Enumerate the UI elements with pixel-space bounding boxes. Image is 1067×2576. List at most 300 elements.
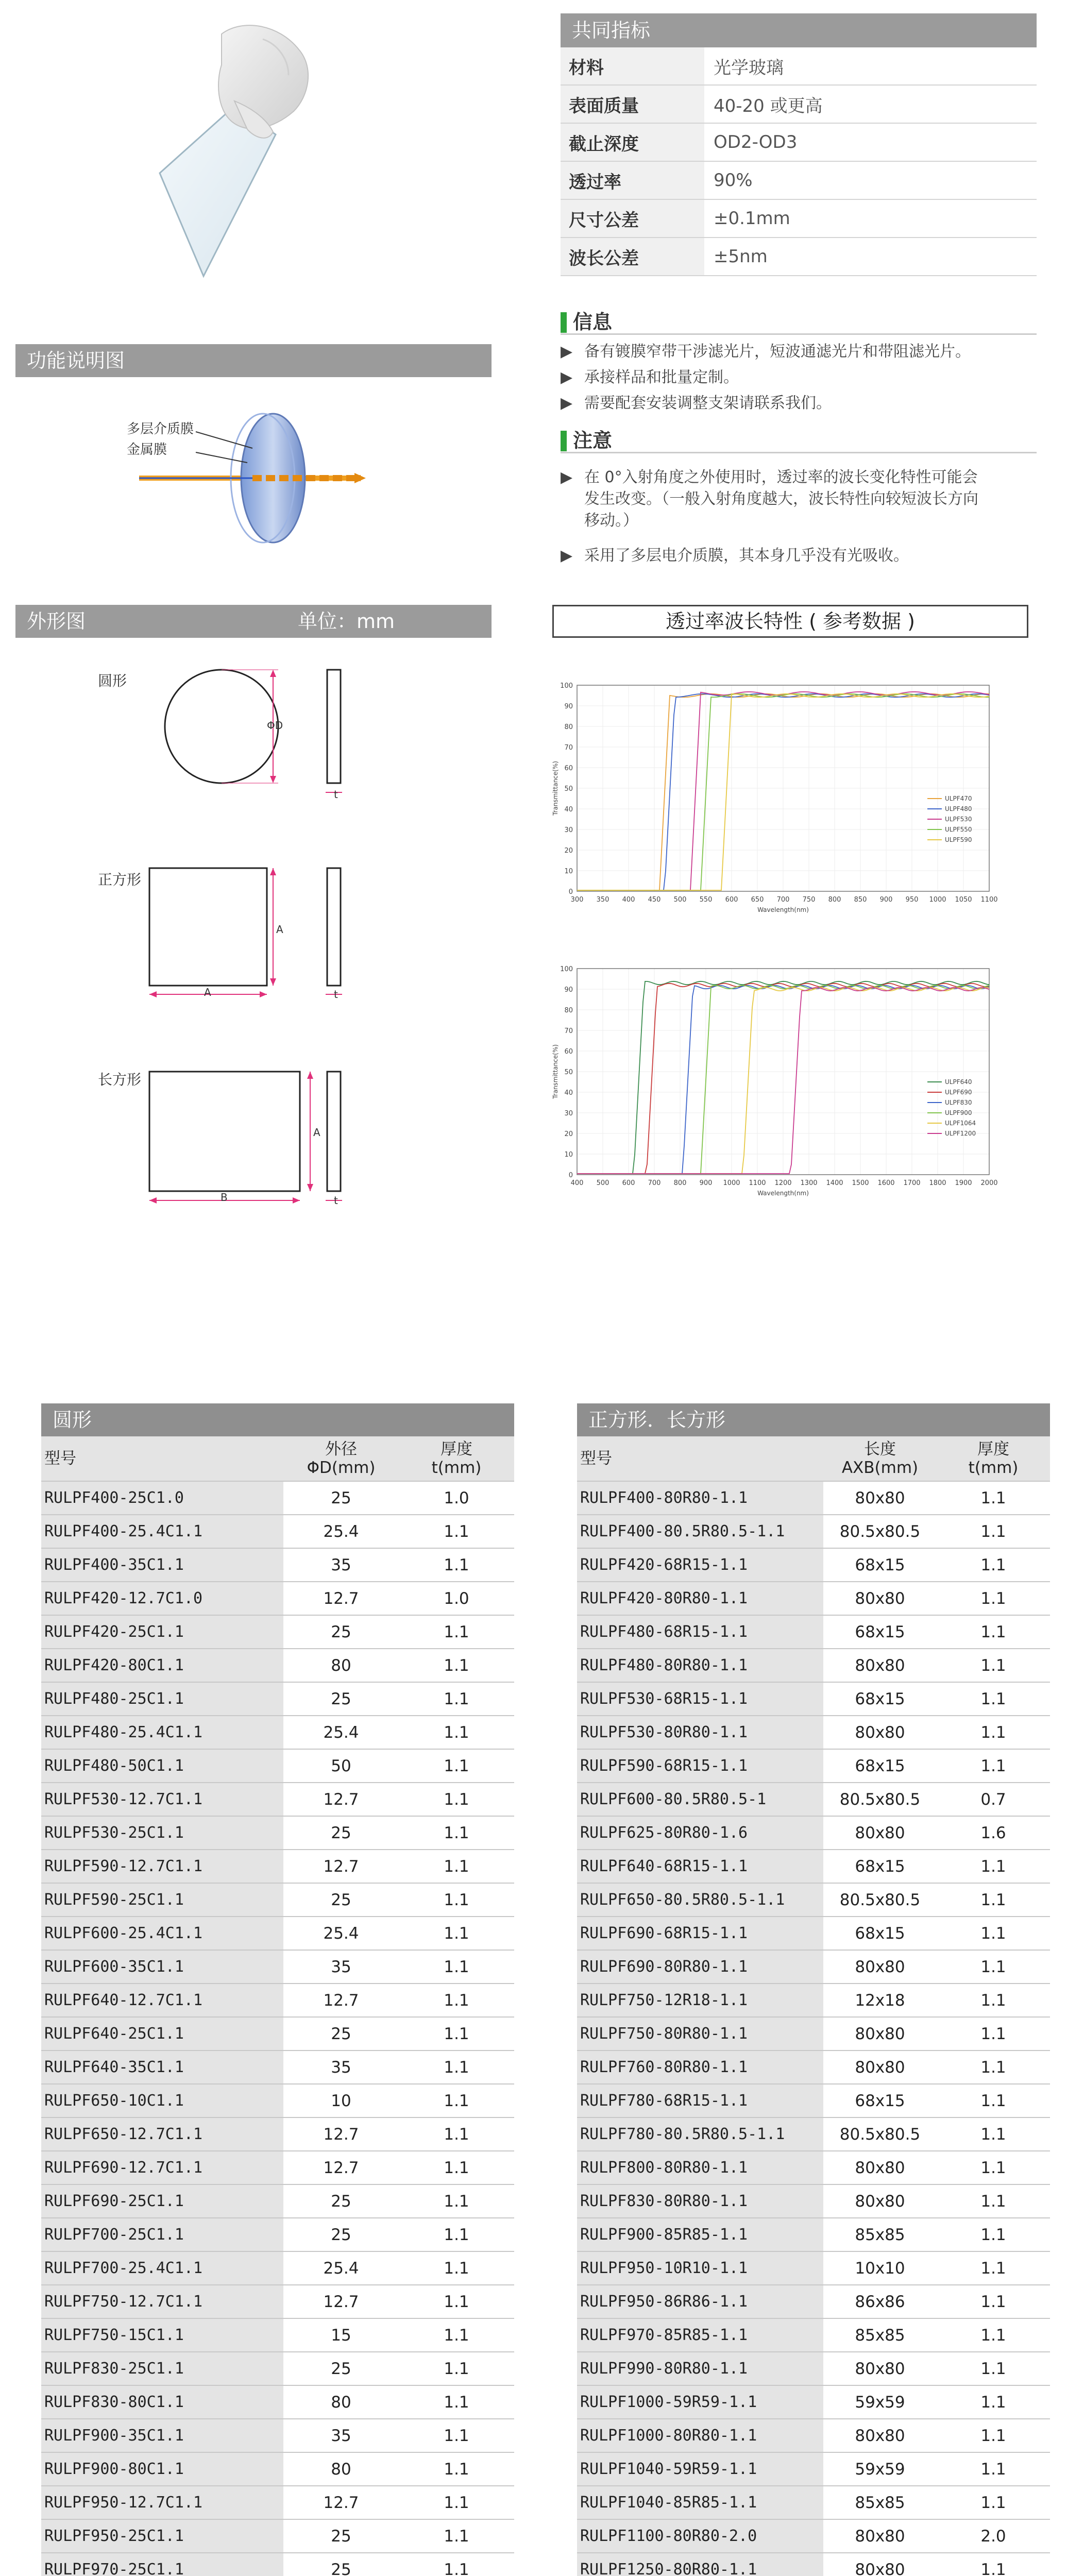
model-cell: RULPF400-80R80-1.1 (577, 1481, 823, 1515)
column-header: 厚度 t(mm) (399, 1436, 514, 1481)
table-row (577, 2050, 1050, 2084)
table-row (41, 2285, 514, 2318)
model-cell: RULPF480-68R15-1.1 (577, 1615, 823, 1649)
y-tick-label: 80 (564, 1007, 573, 1014)
x-tick-label: 1050 (955, 896, 972, 904)
y-tick-label: 30 (564, 1110, 573, 1117)
table-row (41, 1783, 514, 1816)
thickness-cell: 1.1 (937, 1649, 1050, 1682)
size-cell: 80x80 (823, 1649, 937, 1682)
x-tick-label: 450 (648, 896, 661, 904)
size-cell: 12.7 (283, 1582, 399, 1615)
x-tick-label: 1500 (852, 1179, 869, 1187)
model-cell: RULPF800-80R80-1.1 (577, 2151, 823, 2184)
size-cell: 68x15 (823, 1850, 937, 1883)
y-tick-label: 100 (560, 682, 573, 690)
y-tick-label: 70 (564, 744, 573, 752)
size-cell: 25 (283, 2017, 399, 2050)
model-cell: RULPF420-80C1.1 (41, 1649, 283, 1682)
common-specs-title: 共同指标 (561, 13, 1037, 47)
spec-value: ±0.1mm (704, 199, 1037, 238)
model-cell: RULPF900-35C1.1 (41, 2419, 283, 2452)
table-row (577, 1850, 1050, 1883)
thickness-cell: 1.1 (937, 1917, 1050, 1950)
model-cell: RULPF950-25C1.1 (41, 2519, 283, 2553)
column-header: 长度 AXB(mm) (823, 1436, 937, 1481)
model-cell: RULPF420-80R80-1.1 (577, 1582, 823, 1615)
info-header (561, 309, 1037, 335)
table-row (577, 1716, 1050, 1749)
model-cell: RULPF420-12.7C1.0 (41, 1582, 283, 1615)
green-marker (561, 312, 567, 333)
table-row (577, 2251, 1050, 2285)
table-row (41, 2151, 514, 2184)
size-cell: 25 (283, 2184, 399, 2218)
dim-a2: A (204, 986, 211, 998)
size-cell: 80x80 (823, 1582, 937, 1615)
spec-value: 90% (704, 161, 1037, 199)
table-row (577, 1984, 1050, 2017)
thickness-cell: 1.1 (937, 1682, 1050, 1716)
table-row (41, 2519, 514, 2553)
label-metal: 金属膜 (127, 442, 167, 457)
table-row (41, 1883, 514, 1917)
model-cell: RULPF970-85R85-1.1 (577, 2318, 823, 2352)
thickness-cell: 1.1 (399, 1682, 514, 1716)
outline-title: 外形图 (27, 610, 86, 633)
column-header: 外径 ΦD(mm) (283, 1436, 399, 1481)
size-cell: 12.7 (283, 2486, 399, 2519)
size-cell: 68x15 (823, 1682, 937, 1716)
y-tick-label: 100 (560, 965, 573, 973)
model-cell: RULPF1000-59R59-1.1 (577, 2385, 823, 2419)
thickness-cell: 1.1 (937, 1615, 1050, 1649)
size-cell: 12.7 (283, 1984, 399, 2017)
model-cell: RULPF830-80C1.1 (41, 2385, 283, 2419)
model-cell: RULPF590-12.7C1.1 (41, 1850, 283, 1883)
size-cell: 80x80 (823, 1716, 937, 1749)
thickness-cell: 1.1 (399, 2519, 514, 2553)
size-cell: 35 (283, 1950, 399, 1984)
table-row (41, 1816, 514, 1850)
spec-value: 光学玻璃 (704, 47, 1037, 85)
size-cell: 12.7 (283, 2285, 399, 2318)
legend-label: ULPF590 (945, 836, 972, 843)
x-tick-label: 1600 (877, 1179, 895, 1187)
spec-row (561, 199, 1037, 238)
table-row (41, 2017, 514, 2050)
size-cell: 59x59 (823, 2385, 937, 2419)
size-cell: 68x15 (823, 1548, 937, 1582)
size-cell: 25 (283, 2519, 399, 2553)
table-header-row (41, 1436, 514, 1481)
size-cell: 35 (283, 2419, 399, 2452)
size-cell: 80x80 (823, 2553, 937, 2576)
note-header (561, 428, 1037, 453)
model-cell: RULPF530-12.7C1.1 (41, 1783, 283, 1816)
x-tick-label: 1700 (903, 1179, 921, 1187)
note-title: 注意 (573, 429, 613, 452)
table-row (41, 2251, 514, 2285)
thickness-cell: 1.1 (399, 2251, 514, 2285)
model-cell: RULPF1040-59R59-1.1 (577, 2452, 823, 2486)
thickness-cell: 1.1 (399, 1515, 514, 1548)
note-item: ▶ 在 0°入射角度之外使用时，透过率的波长变化特性可能会 发生改变。（一般入射角度越大，波长特性向较短波长方向 移动。） (561, 467, 1037, 532)
table-row (577, 1481, 1050, 1515)
y-tick-label: 10 (564, 868, 573, 875)
product-photo (144, 19, 392, 286)
size-cell: 25 (283, 1883, 399, 1917)
outline-drawings (124, 665, 361, 1206)
model-cell: RULPF650-80.5R80.5-1.1 (577, 1883, 823, 1917)
size-cell: 68x15 (823, 1615, 937, 1649)
thickness-cell: 1.1 (399, 1850, 514, 1883)
model-cell: RULPF990-80R80-1.1 (577, 2352, 823, 2385)
round-product-table (41, 1436, 514, 2576)
table-row (41, 1984, 514, 2017)
thickness-cell: 1.1 (937, 1515, 1050, 1548)
x-tick-label: 1200 (774, 1179, 792, 1187)
table-row (41, 2553, 514, 2576)
x-tick-label: 950 (905, 896, 919, 904)
y-tick-label: 20 (564, 1130, 573, 1138)
model-cell: RULPF420-25C1.1 (41, 1615, 283, 1649)
thickness-cell: 1.1 (399, 1917, 514, 1950)
thickness-cell: 1.1 (937, 1950, 1050, 1984)
table-row (41, 2050, 514, 2084)
thickness-cell: 1.1 (399, 2184, 514, 2218)
dim-a: A (276, 923, 283, 936)
legend-label: ULPF1200 (945, 1130, 976, 1137)
thickness-cell: 1.1 (399, 2285, 514, 2318)
model-cell: RULPF420-68R15-1.1 (577, 1548, 823, 1582)
round-table-title: 圆形 (41, 1403, 514, 1436)
thickness-cell: 1.1 (399, 2218, 514, 2251)
size-cell: 85x85 (823, 2318, 937, 2352)
size-cell: 35 (283, 2050, 399, 2084)
table-row (41, 2084, 514, 2117)
model-cell: RULPF830-25C1.1 (41, 2352, 283, 2385)
triangle-bullet-icon: ▶ (561, 343, 573, 361)
x-tick-label: 800 (673, 1179, 687, 1187)
size-cell: 80x80 (823, 2050, 937, 2084)
table-row (577, 2519, 1050, 2553)
info-item: ▶ 需要配套安装调整支架请联系我们。 (561, 393, 1037, 414)
thickness-cell: 1.1 (937, 1481, 1050, 1515)
function-diagram-title: 功能说明图 (15, 344, 492, 377)
x-tick-label: 500 (596, 1179, 609, 1187)
thickness-cell: 1.1 (937, 1582, 1050, 1615)
thickness-cell: 2.0 (937, 2519, 1050, 2553)
size-cell: 25 (283, 2352, 399, 2385)
thickness-cell: 1.1 (937, 1883, 1050, 1917)
thickness-cell: 1.1 (399, 1615, 514, 1649)
table-row (577, 2151, 1050, 2184)
y-tick-label: 60 (564, 765, 573, 772)
model-cell: RULPF750-80R80-1.1 (577, 2017, 823, 2050)
x-tick-label: 900 (699, 1179, 713, 1187)
spec-key: 波长公差 (561, 238, 704, 276)
table-row (577, 2419, 1050, 2452)
spec-key: 材料 (561, 47, 704, 85)
size-cell: 25 (283, 1481, 399, 1515)
table-row (577, 1950, 1050, 1984)
thickness-cell: 1.1 (399, 2385, 514, 2419)
x-axis-label: Wavelength(nm) (757, 1190, 809, 1197)
size-cell: 59x59 (823, 2452, 937, 2486)
model-cell: RULPF650-10C1.1 (41, 2084, 283, 2117)
y-axis-label: Transmittance(%) (552, 761, 559, 816)
thickness-cell: 1.1 (937, 2151, 1050, 2184)
table-row (577, 2218, 1050, 2251)
thickness-cell: 1.1 (937, 1984, 1050, 2017)
x-tick-label: 1100 (749, 1179, 766, 1187)
label-square: 正方形 (98, 871, 142, 888)
thickness-cell: 1.1 (937, 2352, 1050, 2385)
table-row (41, 2117, 514, 2151)
model-cell: RULPF600-25.4C1.1 (41, 1917, 283, 1950)
table-row (41, 1649, 514, 1682)
triangle-bullet-icon: ▶ (561, 394, 573, 412)
thickness-cell: 1.1 (937, 2017, 1050, 2050)
legend-label: ULPF470 (945, 795, 972, 802)
table-row (577, 1582, 1050, 1615)
thickness-cell: 1.1 (399, 2318, 514, 2352)
note-item: ▶ 采用了多层电介质膜，其本身几乎没有光吸收。 (561, 545, 1037, 567)
table-row (577, 1783, 1050, 1816)
table-row (41, 2318, 514, 2352)
thickness-cell: 1.1 (399, 2419, 514, 2452)
table-row (41, 2184, 514, 2218)
spec-key: 截止深度 (561, 123, 704, 161)
legend-label: ULPF640 (945, 1078, 972, 1086)
legend-label: ULPF830 (945, 1099, 972, 1106)
size-cell: 25 (283, 2218, 399, 2251)
x-tick-label: 700 (648, 1179, 661, 1187)
dim-b: B (221, 1191, 228, 1204)
y-tick-label: 80 (564, 723, 573, 731)
table-row (577, 1649, 1050, 1682)
table-row (577, 2486, 1050, 2519)
thickness-cell: 1.1 (399, 1749, 514, 1783)
info-title: 信息 (573, 311, 613, 333)
table-row (577, 1615, 1050, 1649)
size-cell: 25 (283, 1615, 399, 1649)
table-row (41, 1716, 514, 1749)
triangle-bullet-icon: ▶ (561, 468, 573, 486)
size-cell: 68x15 (823, 1917, 937, 1950)
size-cell: 25.4 (283, 1716, 399, 1749)
model-cell: RULPF690-80R80-1.1 (577, 1950, 823, 1984)
thickness-cell: 1.1 (399, 2452, 514, 2486)
model-cell: RULPF950-10R10-1.1 (577, 2251, 823, 2285)
size-cell: 12.7 (283, 1850, 399, 1883)
size-cell: 80 (283, 1649, 399, 1682)
model-cell: RULPF480-25C1.1 (41, 1682, 283, 1716)
dim-t: t (334, 788, 338, 801)
spec-row (561, 123, 1037, 161)
model-cell: RULPF480-80R80-1.1 (577, 1649, 823, 1682)
thickness-cell: 1.1 (399, 1816, 514, 1850)
legend-label: ULPF900 (945, 1109, 972, 1116)
spec-value: 40-20 或更高 (704, 85, 1037, 123)
x-tick-label: 400 (622, 896, 635, 904)
table-row (41, 1615, 514, 1649)
size-cell: 25.4 (283, 1515, 399, 1548)
table-row (577, 1883, 1050, 1917)
size-cell: 85x85 (823, 2486, 937, 2519)
thickness-cell: 1.1 (937, 2385, 1050, 2419)
table-row (577, 1548, 1050, 1582)
model-cell: RULPF530-25C1.1 (41, 1816, 283, 1850)
model-cell: RULPF625-80R80-1.6 (577, 1816, 823, 1850)
label-rect: 长方形 (98, 1071, 142, 1088)
thickness-cell: 1.1 (399, 1783, 514, 1816)
table-row (577, 2285, 1050, 2318)
table-row (577, 2084, 1050, 2117)
x-tick-label: 1300 (800, 1179, 818, 1187)
table-row (41, 1481, 514, 1515)
thickness-cell: 0.7 (937, 1783, 1050, 1816)
table-row (41, 1682, 514, 1716)
size-cell: 80x80 (823, 1816, 937, 1850)
model-cell: RULPF780-68R15-1.1 (577, 2084, 823, 2117)
model-cell: RULPF950-86R86-1.1 (577, 2285, 823, 2318)
model-cell: RULPF900-85R85-1.1 (577, 2218, 823, 2251)
size-cell: 80 (283, 2385, 399, 2419)
size-cell: 85x85 (823, 2218, 937, 2251)
info-item: ▶ 备有镀膜窄带干涉滤光片，短波通滤光片和带阻滤光片。 (561, 341, 1037, 363)
thickness-cell: 1.1 (937, 2218, 1050, 2251)
size-cell: 80.5x80.5 (823, 1783, 937, 1816)
x-tick-label: 400 (570, 1179, 584, 1187)
x-tick-label: 2000 (980, 1179, 998, 1187)
table-row (577, 2184, 1050, 2218)
y-tick-label: 50 (564, 785, 573, 793)
square-product-table (577, 1436, 1050, 2576)
thickness-cell: 1.1 (937, 2419, 1050, 2452)
x-tick-label: 1900 (955, 1179, 972, 1187)
size-cell: 10x10 (823, 2251, 937, 2285)
square-table-title: 正方形．长方形 (577, 1403, 1050, 1436)
spec-key: 表面质量 (561, 85, 704, 123)
thickness-cell: 1.1 (937, 2452, 1050, 2486)
x-tick-label: 900 (879, 896, 893, 904)
size-cell: 80x80 (823, 2352, 937, 2385)
size-cell: 25 (283, 1816, 399, 1850)
spec-key: 透过率 (561, 161, 704, 199)
x-tick-label: 650 (751, 896, 764, 904)
model-cell: RULPF900-80C1.1 (41, 2452, 283, 2486)
outline-title-bar (15, 605, 492, 638)
model-cell: RULPF590-68R15-1.1 (577, 1749, 823, 1783)
thickness-cell: 1.1 (937, 1749, 1050, 1783)
model-cell: RULPF750-12.7C1.1 (41, 2285, 283, 2318)
model-cell: RULPF970-25C1.1 (41, 2553, 283, 2576)
size-cell: 25 (283, 2553, 399, 2576)
table-row (41, 1749, 514, 1783)
x-axis-label: Wavelength(nm) (757, 906, 809, 913)
size-cell: 15 (283, 2318, 399, 2352)
table-row (41, 2419, 514, 2452)
model-cell: RULPF640-12.7C1.1 (41, 1984, 283, 2017)
spec-key: 尺寸公差 (561, 199, 704, 238)
table-row (577, 2452, 1050, 2486)
thickness-cell: 1.1 (937, 1850, 1050, 1883)
model-cell: RULPF400-35C1.1 (41, 1548, 283, 1582)
table-row (577, 1682, 1050, 1716)
column-header: 型号 (577, 1436, 823, 1481)
thickness-cell: 1.1 (937, 2318, 1050, 2352)
model-cell: RULPF640-25C1.1 (41, 2017, 283, 2050)
x-tick-label: 700 (776, 896, 790, 904)
x-tick-label: 550 (699, 896, 713, 904)
model-cell: RULPF480-25.4C1.1 (41, 1716, 283, 1749)
y-tick-label: 20 (564, 847, 573, 855)
legend-label: ULPF1064 (945, 1120, 976, 1127)
spec-row (561, 161, 1037, 199)
x-tick-label: 1100 (980, 896, 998, 904)
x-tick-label: 350 (596, 896, 609, 904)
model-cell: RULPF1250-80R80-1.1 (577, 2553, 823, 2576)
dim-a3: A (313, 1126, 320, 1139)
model-cell: RULPF1040-85R85-1.1 (577, 2486, 823, 2519)
table-row (41, 1850, 514, 1883)
y-tick-label: 50 (564, 1069, 573, 1076)
thickness-cell: 1.1 (937, 2117, 1050, 2151)
info-item: ▶ 承接样品和批量定制。 (561, 367, 1037, 388)
y-tick-label: 0 (568, 1172, 573, 1179)
thickness-cell: 1.0 (399, 1582, 514, 1615)
size-cell: 80.5x80.5 (823, 1515, 937, 1548)
legend-label: ULPF550 (945, 826, 972, 833)
table-row (577, 2117, 1050, 2151)
table-row (41, 1515, 514, 1548)
thickness-cell: 1.1 (399, 2486, 514, 2519)
column-header: 厚度 t(mm) (937, 1436, 1050, 1481)
model-cell: RULPF400-80.5R80.5-1.1 (577, 1515, 823, 1548)
thickness-cell: 1.1 (937, 2184, 1050, 2218)
x-tick-label: 1000 (723, 1179, 740, 1187)
size-cell: 86x86 (823, 2285, 937, 2318)
table-row (577, 2553, 1050, 2576)
model-cell: RULPF830-80R80-1.1 (577, 2184, 823, 2218)
model-cell: RULPF600-80.5R80.5-1 (577, 1783, 823, 1816)
thickness-cell: 1.0 (399, 1481, 514, 1515)
size-cell: 10 (283, 2084, 399, 2117)
outline-unit: 单位：mm (298, 610, 395, 633)
triangle-bullet-icon: ▶ (561, 368, 573, 386)
model-cell: RULPF760-80R80-1.1 (577, 2050, 823, 2084)
x-tick-label: 750 (802, 896, 816, 904)
model-cell: RULPF530-68R15-1.1 (577, 1682, 823, 1716)
chart-section-title: 透过率波长特性 ( 参考数据 ) (552, 605, 1028, 638)
x-tick-label: 300 (570, 896, 584, 904)
thickness-cell: 1.1 (937, 2553, 1050, 2576)
transmittance-chart-1 (546, 675, 1015, 917)
thickness-cell: 1.6 (937, 1816, 1050, 1850)
table-row (577, 2385, 1050, 2419)
size-cell: 25.4 (283, 2251, 399, 2285)
size-cell: 80x80 (823, 1950, 937, 1984)
thickness-cell: 1.1 (937, 1716, 1050, 1749)
thickness-cell: 1.1 (937, 2251, 1050, 2285)
label-multilayer: 多层介质膜 (127, 421, 194, 437)
model-cell: RULPF480-50C1.1 (41, 1749, 283, 1783)
size-cell: 12.7 (283, 1783, 399, 1816)
model-cell: RULPF690-12.7C1.1 (41, 2151, 283, 2184)
size-cell: 80x80 (823, 1481, 937, 1515)
